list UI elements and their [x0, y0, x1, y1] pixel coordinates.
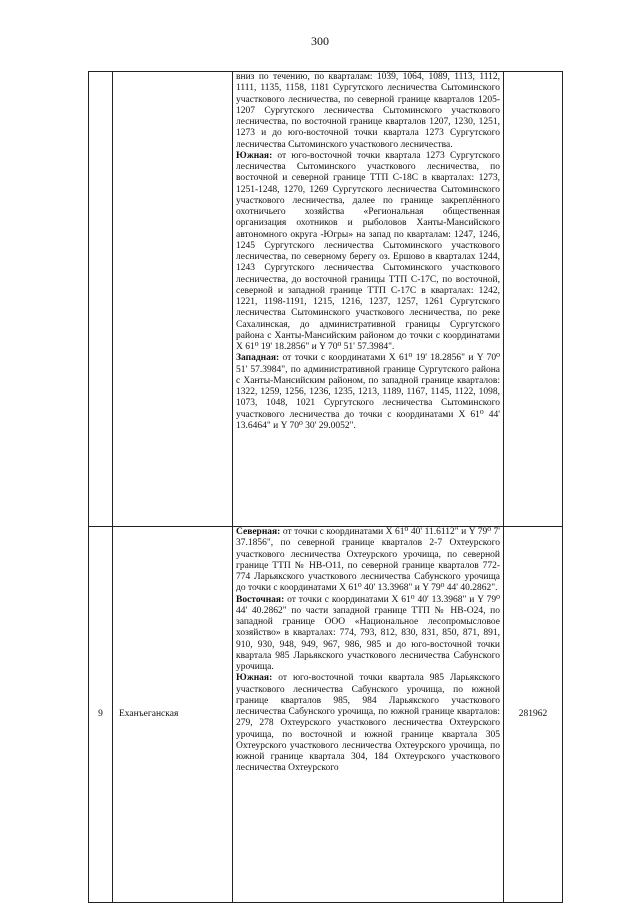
- table-row: [89, 72, 563, 527]
- boundary-segment: [236, 72, 500, 151]
- segment-text: от точки с координатами X 61⁰ 19' 18.2856" и Y 70⁰ 51' 57.3984", по административной границе Сургутского района с Ханты-Мансийским районом, по западной границе кварталов: 1322, 1259, 1256, 1236, 1235, 1213, 1189, 1167, 1145, 1122, 1098, 1073, 1048, 1021 Сургутского лесничества Сытоминского участкового лесничества до точки с координатами X 61⁰ 44' 13.6464" и Y 70⁰ 30' 29.0052".: [236, 353, 500, 431]
- boundary-segment: [236, 595, 500, 674]
- segment-text: от юго-восточной точки квартала 985 Ларьякского участкового лесничества Сабунского урочища, по южной границе кварталов 985, 984 Ларьякского участкового лесничества Сабунского урочища, по южной границе кварталов: 279, 278 Охтеурского участкового лесничества Охтеурского урочища, по восточной и южной границе квартала 305 Охтеурского участкового лесничества Охтеурского урочища, по южной границе квартала 304, 184 Охтеурского участкового лесничества Охтеурского: [236, 673, 500, 774]
- segment-text: от юго-восточной точки квартала 1273 Сургутского лесничества Сытоминского участкового лесничества, по восточной и северной границе ТТП С-18С в кварталах: 1273, 1251-1248, 1270, 1269 Сургутского лесничества Сытоминского участкового лесничества, далее по границе закреплённого охотничьего хозяйства «Региональная общественная организация охотников и рыболовов Ханты-Мансийского автономного округа -Югры» на запад по кварталам: 1247, 1246, 1245 Сургутского лесничества Сытоминского участкового лесничества, по северному берегу оз. Ершово в кварталах 1244, 1243 Сургутского лесничества Сытоминского участкового лесничества, до восточной границы ТТП С-17С, по восточной, северной и западной границе ТТП С-17С в кварталах: 1242, 1221, 1198-1191, 1215, 1216, 1237, 1257, 1261 Сургутского лесничества Сытоминского участкового лесничества, по реке Сахалинская, до административной границы Сургутского района с Ханты-Мансийским районом до точки с координатами X 61⁰ 19' 18.2856" и Y 70⁰ 51' 57.3984".: [236, 150, 500, 352]
- segment-label: Южная:: [236, 150, 273, 161]
- table-row: [89, 527, 563, 903]
- boundary-description-cell: [233, 72, 504, 527]
- boundaries-table: [88, 71, 563, 903]
- boundary-segment: [236, 151, 500, 354]
- segment-label: Западная:: [236, 353, 280, 364]
- row-number-cell: [89, 72, 113, 527]
- row-name-cell: Еханъеганская: [113, 527, 233, 903]
- boundary-description-cell: [233, 527, 504, 903]
- segment-text: от точки с координатами X 61⁰ 40' 11.6112" и Y 79⁰ 7' 37.1856", по северной границе кварталов 2-7 Охтеурского участкового лесничества Охтеурского урочища, по северной границе ТТП № НВ-О11, по северной границе кварталов 772-774 Ларьякского участкового лесничества Сабунского урочища до точки с координатами X 61⁰ 40' 13.3968" и Y 79⁰ 44' 40.2862".: [236, 527, 500, 594]
- boundary-segment: [236, 353, 500, 432]
- page-number: 300: [311, 34, 329, 48]
- segment-label: Северная:: [236, 527, 281, 537]
- segment-text: от точки с координатами X 61⁰ 40' 13.3968" и Y 79⁰ 44' 40.2862" по части западной границе ТТП № НВ-О24, по западной границе ООО «Национальное лесопромысловое хозяйство» в кварталах: 774, 793, 812, 830, 831, 850, 871, 891, 910, 930, 948, 949, 967, 986, 985 и до юго-восточной точки квартала 985 Ларьякского участкового лесничества Сабунского урочища.: [236, 594, 500, 672]
- row-name-cell: [113, 72, 233, 527]
- boundary-segment: [236, 673, 500, 774]
- segment-text: вниз по течению, по кварталам: 1039, 1064, 1089, 1113, 1112, 1111, 1135, 1158, 1181 Сургутского лесничества Сытоминского участкового лесничества, по северной границе кварталов 1205-1207 Сургутского лесничества Сытоминского участкового лесничества, по восточной границе кварталов 1207, 1230, 1251, 1273 и до юго-восточной точки квартала 1273 Сургутского лесничества Сытоминского участкового лесничества.: [236, 72, 500, 150]
- boundary-segment: [236, 527, 500, 595]
- segment-label: Восточная:: [236, 594, 285, 605]
- row-area-cell: [504, 72, 563, 527]
- row-area-cell: 281962: [504, 527, 563, 903]
- row-number-cell: 9: [89, 527, 113, 903]
- segment-label: Южная:: [236, 673, 273, 684]
